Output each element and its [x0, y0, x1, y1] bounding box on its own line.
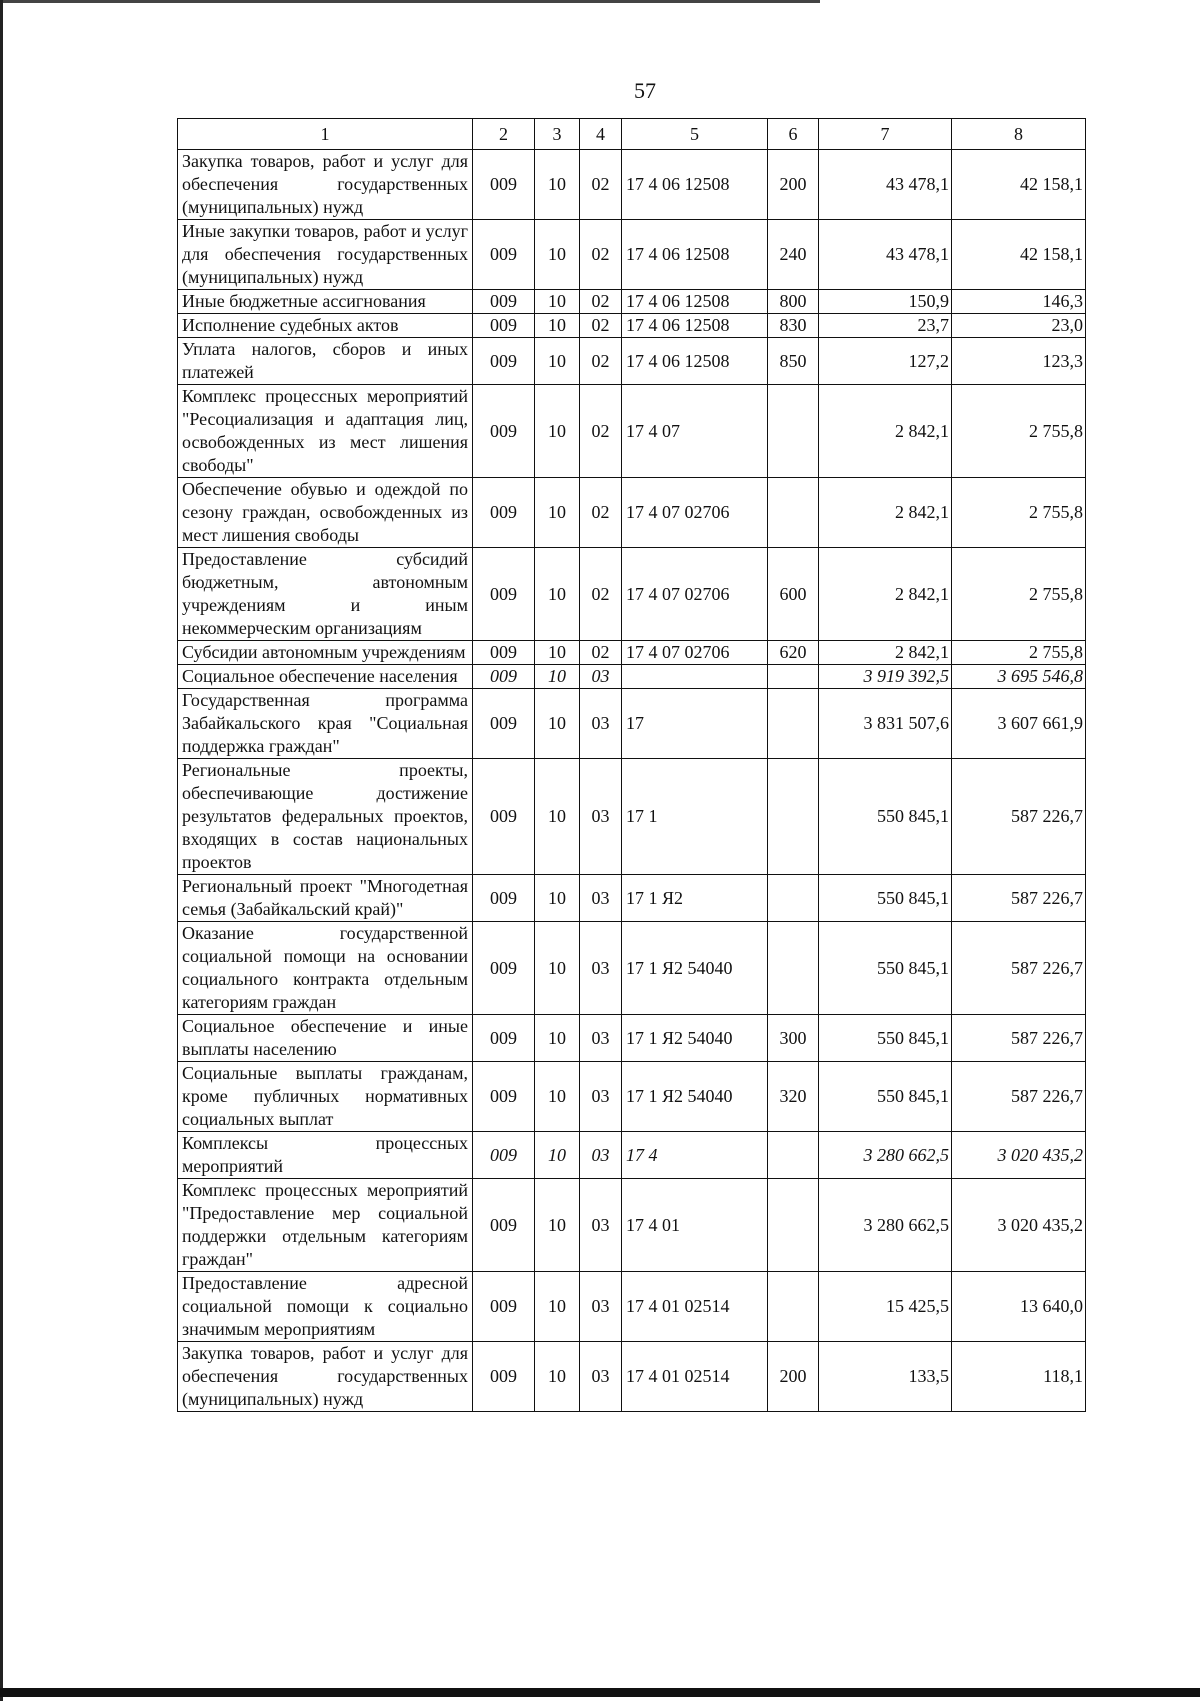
- cell-subsection: 03: [580, 1062, 622, 1132]
- cell-amount-col7: 550 845,1: [819, 1062, 952, 1132]
- cell-subsection: 03: [580, 665, 622, 689]
- cell-admin-code: 009: [473, 875, 535, 922]
- column-header: 3: [535, 119, 580, 150]
- cell-section: 10: [535, 665, 580, 689]
- cell-target-article: 17 4 07 02706: [622, 548, 768, 641]
- cell-amount-col7: 550 845,1: [819, 875, 952, 922]
- cell-subsection: 02: [580, 641, 622, 665]
- cell-subsection: 02: [580, 478, 622, 548]
- row-description: Субсидии автономным учреждениям: [178, 641, 473, 665]
- cell-amount-col7: 550 845,1: [819, 1015, 952, 1062]
- row-description: Уплата налогов, сборов и иных платежей: [178, 338, 473, 385]
- budget-table-container: [177, 118, 1086, 1412]
- cell-amount-col7: 15 425,5: [819, 1272, 952, 1342]
- table-row: [178, 922, 1086, 1015]
- cell-amount-col7: 2 842,1: [819, 641, 952, 665]
- cell-section: 10: [535, 220, 580, 290]
- cell-subsection: 02: [580, 338, 622, 385]
- cell-expense-type: [768, 875, 819, 922]
- table-row: [178, 314, 1086, 338]
- cell-admin-code: 009: [473, 1132, 535, 1179]
- cell-expense-type: [768, 922, 819, 1015]
- table-row: [178, 1272, 1086, 1342]
- cell-admin-code: 009: [473, 290, 535, 314]
- cell-amount-col8: 587 226,7: [952, 759, 1086, 875]
- page-number: 57: [634, 78, 656, 103]
- row-description: Региональный проект "Многодетная семья (Забайкальский край)": [178, 875, 473, 922]
- cell-admin-code: 009: [473, 665, 535, 689]
- cell-target-article: 17 4 07: [622, 385, 768, 478]
- row-description: Комплекс процессных мероприятий "Ресоциализация и адаптация лиц, освобожденных из мест лишения свободы": [178, 385, 473, 478]
- cell-target-article: 17: [622, 689, 768, 759]
- cell-amount-col7: 43 478,1: [819, 220, 952, 290]
- cell-expense-type: 830: [768, 314, 819, 338]
- cell-section: 10: [535, 759, 580, 875]
- cell-target-article: 17 4 06 12508: [622, 290, 768, 314]
- row-description: Иные бюджетные ассигнования: [178, 290, 473, 314]
- cell-subsection: 02: [580, 290, 622, 314]
- cell-target-article: 17 1 Я2 54040: [622, 1015, 768, 1062]
- cell-target-article: 17 1 Я2: [622, 875, 768, 922]
- cell-subsection: 02: [580, 314, 622, 338]
- cell-expense-type: 200: [768, 150, 819, 220]
- cell-expense-type: 620: [768, 641, 819, 665]
- cell-expense-type: 300: [768, 1015, 819, 1062]
- row-description: Оказание государственной социальной помощи на основании социального контракта отдельным категориям граждан: [178, 922, 473, 1015]
- cell-target-article: 17 1 Я2 54040: [622, 922, 768, 1015]
- cell-amount-col7: 150,9: [819, 290, 952, 314]
- cell-expense-type: [768, 1179, 819, 1272]
- cell-expense-type: [768, 385, 819, 478]
- cell-expense-type: [768, 665, 819, 689]
- cell-amount-col7: 133,5: [819, 1342, 952, 1412]
- cell-section: 10: [535, 875, 580, 922]
- cell-subsection: 03: [580, 1272, 622, 1342]
- column-header: 6: [768, 119, 819, 150]
- cell-section: 10: [535, 641, 580, 665]
- cell-admin-code: 009: [473, 641, 535, 665]
- cell-amount-col7: 3 280 662,5: [819, 1179, 952, 1272]
- cell-section: 10: [535, 1015, 580, 1062]
- cell-amount-col8: 3 020 435,2: [952, 1179, 1086, 1272]
- cell-expense-type: [768, 689, 819, 759]
- cell-expense-type: 600: [768, 548, 819, 641]
- cell-admin-code: 009: [473, 1179, 535, 1272]
- table-row: [178, 290, 1086, 314]
- cell-section: 10: [535, 338, 580, 385]
- cell-target-article: 17 4 01 02514: [622, 1342, 768, 1412]
- cell-amount-col7: 550 845,1: [819, 922, 952, 1015]
- cell-section: 10: [535, 1062, 580, 1132]
- cell-admin-code: 009: [473, 1342, 535, 1412]
- cell-admin-code: 009: [473, 478, 535, 548]
- cell-target-article: 17 4 01 02514: [622, 1272, 768, 1342]
- cell-amount-col7: 127,2: [819, 338, 952, 385]
- cell-expense-type: [768, 478, 819, 548]
- cell-amount-col8: 587 226,7: [952, 922, 1086, 1015]
- cell-section: 10: [535, 1342, 580, 1412]
- cell-expense-type: [768, 759, 819, 875]
- cell-target-article: 17 4 06 12508: [622, 338, 768, 385]
- cell-amount-col8: 3 695 546,8: [952, 665, 1086, 689]
- row-description: Закупка товаров, работ и услуг для обеспечения государственных (муниципальных) нужд: [178, 1342, 473, 1412]
- cell-amount-col7: 43 478,1: [819, 150, 952, 220]
- column-header: 5: [622, 119, 768, 150]
- cell-amount-col7: 23,7: [819, 314, 952, 338]
- table-row: [178, 1132, 1086, 1179]
- cell-section: 10: [535, 689, 580, 759]
- cell-amount-col8: 3 020 435,2: [952, 1132, 1086, 1179]
- cell-target-article: 17 4 01: [622, 1179, 768, 1272]
- table-row: [178, 220, 1086, 290]
- cell-expense-type: 800: [768, 290, 819, 314]
- cell-admin-code: 009: [473, 385, 535, 478]
- table-row: [178, 1062, 1086, 1132]
- cell-amount-col8: 2 755,8: [952, 548, 1086, 641]
- cell-subsection: 02: [580, 220, 622, 290]
- cell-amount-col8: 42 158,1: [952, 220, 1086, 290]
- cell-section: 10: [535, 150, 580, 220]
- cell-target-article: 17 4 07 02706: [622, 478, 768, 548]
- cell-expense-type: 850: [768, 338, 819, 385]
- row-description: Предоставление субсидий бюджетным, автономным учреждениям и иным некоммерческим организациям: [178, 548, 473, 641]
- cell-section: 10: [535, 548, 580, 641]
- row-description: Социальное обеспечение и иные выплаты населению: [178, 1015, 473, 1062]
- table-row: [178, 759, 1086, 875]
- cell-amount-col8: 146,3: [952, 290, 1086, 314]
- scan-edge-left: [0, 0, 3, 1701]
- cell-amount-col7: 3 280 662,5: [819, 1132, 952, 1179]
- cell-target-article: [622, 665, 768, 689]
- table-row: [178, 150, 1086, 220]
- row-description: Социальное обеспечение населения: [178, 665, 473, 689]
- cell-amount-col8: 42 158,1: [952, 150, 1086, 220]
- cell-subsection: 02: [580, 548, 622, 641]
- row-description: Комплексы процессных мероприятий: [178, 1132, 473, 1179]
- cell-expense-type: 200: [768, 1342, 819, 1412]
- cell-expense-type: [768, 1132, 819, 1179]
- cell-amount-col7: 550 845,1: [819, 759, 952, 875]
- table-row: [178, 665, 1086, 689]
- row-description: Государственная программа Забайкальского края "Социальная поддержка граждан": [178, 689, 473, 759]
- row-description: Предоставление адресной социальной помощи к социально значимым мероприятиям: [178, 1272, 473, 1342]
- cell-admin-code: 009: [473, 150, 535, 220]
- cell-subsection: 03: [580, 1342, 622, 1412]
- cell-target-article: 17 1 Я2 54040: [622, 1062, 768, 1132]
- cell-amount-col8: 2 755,8: [952, 385, 1086, 478]
- cell-amount-col8: 13 640,0: [952, 1272, 1086, 1342]
- cell-section: 10: [535, 290, 580, 314]
- column-header: 7: [819, 119, 952, 150]
- table-row: [178, 1179, 1086, 1272]
- cell-subsection: 03: [580, 759, 622, 875]
- table-row: [178, 338, 1086, 385]
- cell-amount-col8: 587 226,7: [952, 875, 1086, 922]
- cell-amount-col8: 2 755,8: [952, 641, 1086, 665]
- cell-subsection: 03: [580, 689, 622, 759]
- cell-section: 10: [535, 314, 580, 338]
- cell-subsection: 03: [580, 875, 622, 922]
- cell-section: 10: [535, 1179, 580, 1272]
- table-header-row: [178, 119, 1086, 150]
- cell-admin-code: 009: [473, 1015, 535, 1062]
- cell-admin-code: 009: [473, 759, 535, 875]
- cell-amount-col7: 3 831 507,6: [819, 689, 952, 759]
- scan-edge-top: [0, 0, 820, 3]
- cell-subsection: 02: [580, 385, 622, 478]
- cell-expense-type: 320: [768, 1062, 819, 1132]
- cell-admin-code: 009: [473, 220, 535, 290]
- table-row: [178, 1342, 1086, 1412]
- row-description: Закупка товаров, работ и услуг для обеспечения государственных (муниципальных) нужд: [178, 150, 473, 220]
- cell-subsection: 02: [580, 150, 622, 220]
- row-description: Комплекс процессных мероприятий "Предоставление мер социальной поддержки отдельным категориям граждан": [178, 1179, 473, 1272]
- cell-admin-code: 009: [473, 314, 535, 338]
- cell-expense-type: 240: [768, 220, 819, 290]
- cell-amount-col8: 3 607 661,9: [952, 689, 1086, 759]
- cell-amount-col8: 123,3: [952, 338, 1086, 385]
- table-row: [178, 689, 1086, 759]
- cell-admin-code: 009: [473, 338, 535, 385]
- cell-target-article: 17 4 06 12508: [622, 314, 768, 338]
- cell-amount-col8: 587 226,7: [952, 1062, 1086, 1132]
- cell-subsection: 03: [580, 1132, 622, 1179]
- cell-subsection: 03: [580, 1179, 622, 1272]
- cell-target-article: 17 1: [622, 759, 768, 875]
- cell-target-article: 17 4: [622, 1132, 768, 1179]
- scan-edge-bottom: [0, 1688, 1200, 1697]
- table-row: [178, 478, 1086, 548]
- cell-amount-col7: 2 842,1: [819, 548, 952, 641]
- cell-section: 10: [535, 922, 580, 1015]
- cell-admin-code: 009: [473, 689, 535, 759]
- cell-amount-col8: 2 755,8: [952, 478, 1086, 548]
- cell-target-article: 17 4 06 12508: [622, 150, 768, 220]
- cell-section: 10: [535, 385, 580, 478]
- cell-admin-code: 009: [473, 548, 535, 641]
- budget-table: [177, 118, 1086, 1412]
- column-header: 1: [178, 119, 473, 150]
- cell-amount-col8: 587 226,7: [952, 1015, 1086, 1062]
- cell-admin-code: 009: [473, 1062, 535, 1132]
- table-row: [178, 641, 1086, 665]
- column-header: 4: [580, 119, 622, 150]
- cell-section: 10: [535, 1272, 580, 1342]
- cell-subsection: 03: [580, 1015, 622, 1062]
- cell-target-article: 17 4 07 02706: [622, 641, 768, 665]
- table-row: [178, 548, 1086, 641]
- table-body: [178, 150, 1086, 1412]
- table-row: [178, 1015, 1086, 1062]
- cell-amount-col7: 3 919 392,5: [819, 665, 952, 689]
- table-row: [178, 385, 1086, 478]
- cell-section: 10: [535, 1132, 580, 1179]
- cell-amount-col8: 23,0: [952, 314, 1086, 338]
- column-header: 8: [952, 119, 1086, 150]
- cell-amount-col8: 118,1: [952, 1342, 1086, 1412]
- cell-target-article: 17 4 06 12508: [622, 220, 768, 290]
- column-header: 2: [473, 119, 535, 150]
- cell-subsection: 03: [580, 922, 622, 1015]
- row-description: Обеспечение обувью и одеждой по сезону граждан, освобожденных из мест лишения свободы: [178, 478, 473, 548]
- cell-expense-type: [768, 1272, 819, 1342]
- cell-amount-col7: 2 842,1: [819, 478, 952, 548]
- cell-amount-col7: 2 842,1: [819, 385, 952, 478]
- row-description: Исполнение судебных актов: [178, 314, 473, 338]
- cell-admin-code: 009: [473, 922, 535, 1015]
- cell-section: 10: [535, 478, 580, 548]
- row-description: Социальные выплаты гражданам, кроме публичных нормативных социальных выплат: [178, 1062, 473, 1132]
- table-row: [178, 875, 1086, 922]
- cell-admin-code: 009: [473, 1272, 535, 1342]
- row-description: Иные закупки товаров, работ и услуг для обеспечения государственных (муниципальных) нужд: [178, 220, 473, 290]
- row-description: Региональные проекты, обеспечивающие достижение результатов федеральных проектов, входящих в состав национальных проектов: [178, 759, 473, 875]
